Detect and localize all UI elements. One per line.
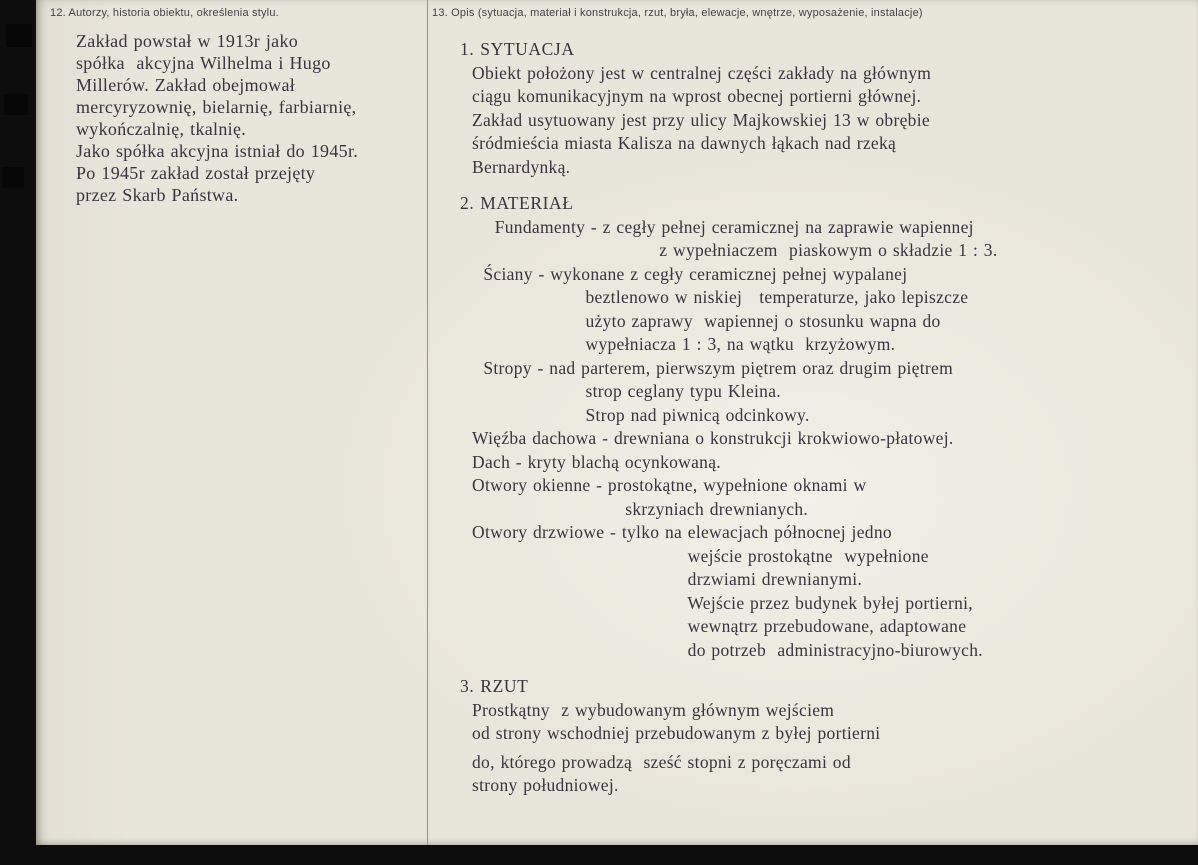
section-heading: 1. SYTUACJA xyxy=(460,39,575,59)
typed-text-line: beztlenowo w niskiej temperaturze, jako lepiszcze xyxy=(472,287,969,307)
typed-text-line: śródmieścia miasta Kalisza na dawnych łąkach nad rzeką xyxy=(472,133,897,153)
section-12-label: 12. Autorzy, historia obiektu, określenia stylu. xyxy=(50,7,279,19)
typed-text-line: ciągu komunikacyjnym na wprost obecnej portierni głównej. xyxy=(472,86,922,106)
typed-text-line: Millerów. Zakład obejmował xyxy=(76,75,296,95)
binding-mark xyxy=(2,167,24,188)
typed-text-line: z wypełniaczem piaskowym o składzie 1 : 3. xyxy=(472,240,998,260)
typed-text-line: Zakład powstał w 1913r jako xyxy=(76,31,299,51)
section-13-text xyxy=(432,38,1184,798)
typed-text-line: wejście prostokątne wypełnione xyxy=(472,545,929,566)
typed-text-line: do potrzeb administracyjno-biurowych. xyxy=(472,639,983,660)
typed-text-line: użyto zaprawy wapiennej o stosunku wapna do xyxy=(472,310,941,331)
description-section xyxy=(460,38,1184,179)
typed-text-line: Dach - kryty blachą ocynkowaną. xyxy=(472,451,721,472)
typed-text-line: wewnątrz przebudowane, adaptowane xyxy=(472,616,967,636)
binding-mark xyxy=(6,24,32,47)
typed-text-line: mercyryzownię, bielarnię, farbiarnię, xyxy=(76,97,357,117)
section-13-description xyxy=(432,7,1184,798)
typed-text-line: Otwory drzwiowe - tylko na elewacjach północnej jedno xyxy=(472,522,892,542)
typed-text-line: Po 1945r zakład został przejęty xyxy=(76,163,316,183)
typed-text-line: Bernardynką. xyxy=(472,156,571,177)
typed-text-line: do, którego prowadzą sześć stopni z poręczami od xyxy=(472,751,851,772)
description-section xyxy=(460,675,1184,798)
typed-text-line: Strop nad piwnicą odcinkowy. xyxy=(472,404,810,425)
typed-text-line: spółka akcyjna Wilhelma i Hugo xyxy=(76,53,331,73)
typed-text-line: Obiekt położony jest w centralnej części zakłady na głównym xyxy=(472,62,932,83)
typed-text-line: Zakład usytuowany jest przy ulicy Majkowskiej 13 w obrębie xyxy=(472,109,930,130)
typed-text-line: Stropy - nad parterem, pierwszym piętrem oraz drugim piętrem xyxy=(472,357,954,378)
typed-text-line: wypełniacza 1 : 3, na wątku krzyżowym. xyxy=(472,334,896,354)
typed-text-line: Prostkątny z wybudowanym głównym wejściem xyxy=(472,699,835,720)
typed-text-line: Więźba dachowa - drewniana o konstrukcji krokwiowo-płatowej. xyxy=(472,428,954,448)
typed-text-line: skrzyniach drewnianych. xyxy=(472,498,809,519)
column-divider xyxy=(427,0,428,845)
typed-text-line: Ściany - wykonane z cegły ceramicznej pełnej wypalanej xyxy=(472,263,908,284)
typed-text-line: Otwory okienne - prostokątne, wypełnione oknami w xyxy=(472,475,867,495)
section-13-label: 13. Opis (sytuacja, materiał i konstrukcja, rzut, bryła, elewacje, wnętrze, wyposażenie, instalacje) xyxy=(432,7,923,19)
typed-text-line: Fundamenty - z cegły pełnej ceramicznej na zaprawie wapiennej xyxy=(472,216,974,237)
typed-text-line: Wejście przez budynek byłej portierni, xyxy=(472,592,973,613)
section-12-authors-history xyxy=(50,7,418,206)
description-section xyxy=(460,192,1184,662)
typed-text-line: drzwiami drewnianymi. xyxy=(472,569,863,589)
typed-text-line: wykończalnię, tkalnię. xyxy=(76,119,247,139)
record-card-page xyxy=(36,0,1198,845)
section-heading: 2. MATERIAŁ xyxy=(460,193,574,213)
section-heading: 3. RZUT xyxy=(460,676,529,696)
section-12-text xyxy=(50,30,418,206)
typed-text-line: Jako spółka akcyjna istniał do 1945r. xyxy=(76,141,359,161)
binding-mark xyxy=(4,94,28,115)
typed-text-line: strony południowej. xyxy=(472,775,619,795)
typed-text-line: przez Skarb Państwa. xyxy=(76,185,239,205)
typed-text-line: strop ceglany typu Kleina. xyxy=(472,381,781,401)
typed-text-line: od strony wschodniej przebudowanym z byłej portierni xyxy=(472,723,881,743)
